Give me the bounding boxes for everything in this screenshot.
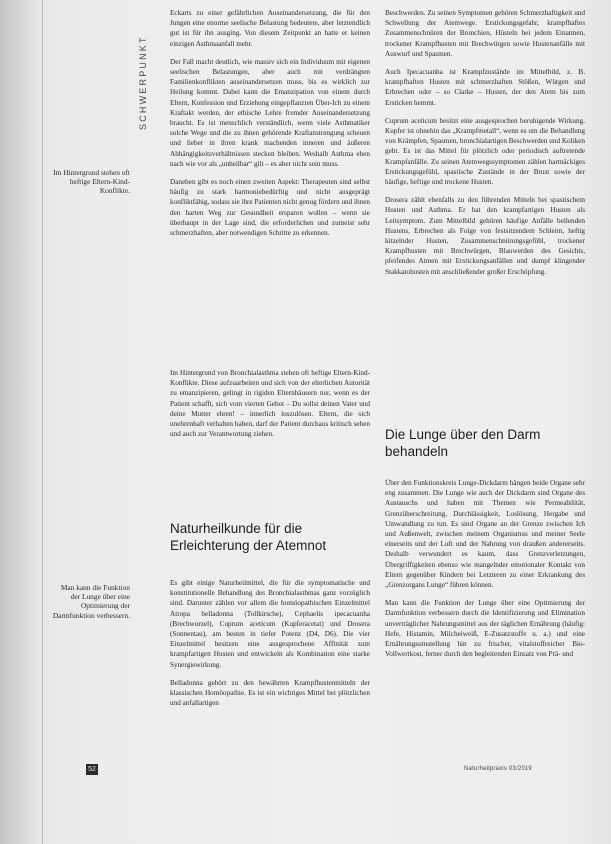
paragraph: Man kann die Funktion der Lunge über eine Optimierung der Darmfunktion verbessern durch die Identifizierung und Elimination unverträglicher Nahrungsmittel aus der täglichen Ernährung (häufig: Hefe, Histamin, Milcheiweiß, E-Zusatzstoffe u. a.) und eine Ernährungsumstellung hin zu frischer, vitalstoffreicher Bio-Vollwertkost, ferner durch den begleitenden Einsatz von Prä- und <box>385 599 585 659</box>
paragraph: Im Hintergrund von Bronchialasthma stehen oft heftige Eltern-Kind-Konflikte. Diese aufzuarbeiten und sich von der elterlichen Autorität zu emanzipieren, gelingt in rigiden Elternhäusern nur, wenn es der Patient schafft, sich vom vierten Gebot – Du sollst deinen Vater und deine Mutter ehren! – innerlich loszulösen. Eltern, die sich unehrenhaft verhalten haben, darf der Patient durchaus kritisch sehen und auch zur Verantwortung ziehen. <box>170 369 370 439</box>
column-1-top <box>170 8 370 344</box>
column-1-bottom <box>170 578 370 774</box>
section-label-text: SCHWERPUNKT <box>138 35 148 130</box>
column-2-bottom <box>385 478 585 758</box>
margin-rule <box>42 0 43 844</box>
paragraph: Auch Ipecacuanha ist Krampfzustände im Mittelbild, z. B. krampfhaften Husten mit schmerzhaften Stößen, Würgen und Erbrechen oder – so Clarke – Husten, der den Atem bis zum Ersticken hemmt. <box>385 68 585 107</box>
sidenote-1: Im Hintergrund stehen oft heftige Eltern-Kind-Konflikte. <box>53 168 130 196</box>
column-2-top <box>385 8 585 410</box>
paragraph: Beschwerden. Zu seinen Symptomen gehören Schmerzhaftigkeit und Schwellung der Atemwege. Erstickungsgefahr, krampfhaftes Zusammenschnüren der Bronchien, Hüsteln bei jedem Einatmen, trockener Krampfhusten mit Brechwürgen sowie Hustenanfälle mit Auswurf und Spasmen. <box>385 9 585 58</box>
paragraph: Eckarts zu einer gefährlichen Auseinandersetzung, die für den Jungen eine enorme seelische Belastung bedeutete, aber letztendlich gut ist für ihn ausging. Von diesem Zeitpunkt an hatte er keinen einzigen Asthmaanfall mehr. <box>170 9 370 48</box>
heading-lunge-darm: Die Lunge über den Darm behandeln <box>385 427 541 459</box>
paragraph: Über den Funktionskreis Lunge-Dickdarm hängen beide Organe sehr eng zusammen. Die Lunge wie auch der Dickdarm sind Organe des Austauschs und haben mit Themen wie Permeabilität, Grenzüberschreitung, Durchlässigkeit, Loslösung, Hergabe und Umwandlung zu tun. Es sind Organe an der Grenze zwischen Ich und Außenwelt, zwischen meinem Organismus und meiner Seele einerseits und der Luft und der Nahrung von draußen andererseits. Deshalb verwundert es kaum, dass Grenzverletzungen, Übergriffigkeiten ebenso wie mangelnder emotionaler Kontakt von Eltern gegenüber Kindern bei Letzteren zu einer Erkrankung des „Grenzorgans Lunge“ führen können. <box>385 479 585 590</box>
sidenote-2: Man kann die Funktion der Lunge über eine Optimierung der Darmfunktion verbessern. <box>52 583 130 620</box>
heading-naturheilkunde: Naturheilkunde für die Erleichterung der Atemnot <box>170 521 327 553</box>
page-number: 52 <box>86 764 98 775</box>
paragraph: Es gibt einige Naturheilmittel, die für die symptomatische und konstitutionelle Behandlung des Bronchialasthmas ganz vorzüglich sind. Darunter zählen vor allem die homöopathischen Einzelmittel Atropa belladonna (Tollkirsche), Cephaelis ipecacuanha (Brechwurzel), Cuprum aceticum (Kupferacetat) und Drosera (Sonnentau), am besten in tiefer Potenz (D4, D6). Die vier Einzelmittel besitzen eine ausgesprochene Affinität zum krampfartigen Husten und entwickeln als Kombination eine starke Synergiewirkung. <box>170 579 370 669</box>
paragraph: Drosera zählt ebenfalls zu den führenden Mitteln bei spastischem Husten und Asthma. Er hat den krampfartigen Husten als Leitsymptom. Zum Mittelbild gehören häufige Anfälle bellenden Hustens, Erbrechen als Folge von festsitzendem Schleim, heftig kitzelnder Husten, Zusammenschnürungsgefühl, trockener Krampfhusten mit Brechwürgen, Blauwerden des Gesichts, pfeifendes Atmen mit Erstickungsanfällen und dumpf klingender Stakkatohusten mit anschließender großer Erschöpfung. <box>385 196 585 276</box>
paragraph: Cuprum aceticum besitzt eine ausgesprochen beruhigende Wirkung. Kupfer ist ohnehin das „Krampfmetall“, wenn es um die Behandlung von Krämpfen, Spasmen, bronchialartigen Beschwerden und Koliken geht. Es ist das Mittel für plötzlich oder periodisch auftretende Krampfanfälle. Zu seinen Atemwegssymptomen zählen hartnäckiges Erstickungsgefühl, spastische Zustände in der Brust sowie der häufige, heftige und trockene Husten. <box>385 116 585 187</box>
column-1-middle <box>170 368 370 508</box>
section-label <box>138 12 152 130</box>
paragraph: Der Fall macht deutlich, wie massiv sich ein Individuum mit eigenen seelischen Belastungen, aber auch mit verdrängten Familienkonflikten auseinandersetzen muss, bis es wirklich zur Heilung kommt. Dabei kann die Emanzipation von einem durch Eltern, Konfession und Erziehung eingepflanzten Über-Ich zu einem Kraftakt werden, der ethische Lehre fremder Auseinandersetzung braucht. Es ist menschlich verständlich, wenn viele Asthmatiker solche Wege und die zu ihnen gehörende Kraftanstrengung scheuen und lieber in ihren krank machenden inneren und äußeren Abhängigkeitsverhältnissen stecken bleiben. Weshalb Asthma eben nach wie vor als „unheilbar“ gilt – es aber nicht sein muss. <box>170 57 370 168</box>
page-edge-shadow <box>0 0 40 844</box>
paragraph: Belladonna gehört zu den bewährten Krampfhustenmitteln der klassischen Homöopathie. Es ist ein wichtiges Mittel bei plötzlichen und anfallartigen <box>170 678 370 708</box>
paragraph: Daneben gibt es noch einen zweiten Aspekt: Therapeuten sind selbst häufig zu stark harmoniebedürftig und nicht ausgeprägt konfliktfähig, sodass sie ihre Patienten nicht genug fördern und ihnen den harten Weg zur Gesundheit ersparen wollen – wenn sie überhaupt in der Lage sind, die erforderlichen und zumeist sehr schmerzhaften, aber notwendigen Schritte zu erkennen. <box>170 178 370 238</box>
footer-journal: Naturheilpraxis 03/2019 <box>464 766 532 772</box>
